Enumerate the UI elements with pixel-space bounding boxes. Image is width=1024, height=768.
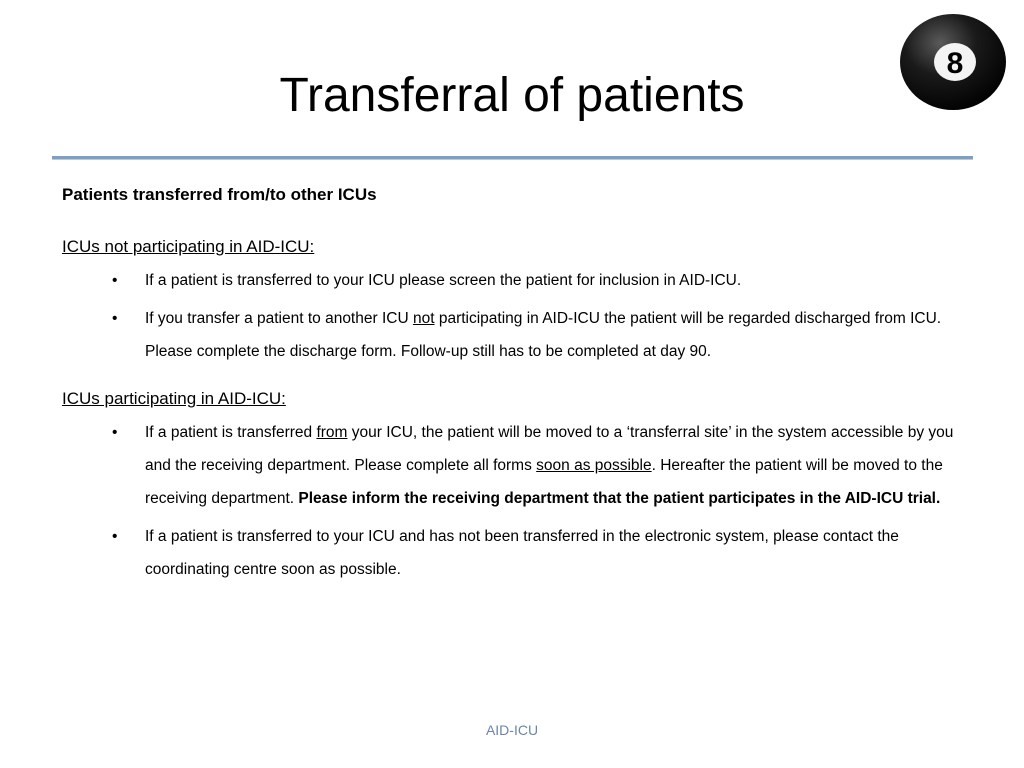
bullet-dot: • xyxy=(112,528,118,545)
bullet-text: If you transfer a patient to another ICU xyxy=(145,310,413,327)
bullet-text: . Hereafter the patient will be moved to the receiving department. xyxy=(145,457,943,507)
eight-ball-icon xyxy=(899,13,1007,111)
bullet-text: If a patient is transferred xyxy=(145,424,317,441)
section-participating xyxy=(62,386,962,586)
eight-ball-number: 8 xyxy=(946,47,964,80)
bullet-text: If a patient is transferred to your ICU and has not been transferred in the electronic system, please contact the coordinating centre soon as possible. xyxy=(145,528,899,578)
bullet-list xyxy=(62,264,962,368)
title-divider xyxy=(52,156,973,160)
bullet-text: If a patient is transferred to your ICU please screen the patient for inclusion in AID-ICU. xyxy=(145,272,742,289)
bullet-emphasis: soon as possible xyxy=(536,457,652,474)
section-heading: ICUs participating in AID-ICU: xyxy=(62,389,286,408)
section-non-participating xyxy=(62,234,962,368)
subheading: Patients transferred from/to other ICUs xyxy=(62,185,377,204)
bullet-bold-text: Please inform the receiving department that the patient participates in the AID-ICU trial. xyxy=(298,490,941,507)
bullet-dot: • xyxy=(112,424,118,441)
slide-footer: AID-ICU xyxy=(485,722,539,738)
slide-title: Transferral of patients xyxy=(279,69,745,122)
slide-body xyxy=(62,182,962,591)
bullet-item xyxy=(62,302,962,368)
bullet-dot: • xyxy=(112,272,118,289)
bullet-emphasis: from xyxy=(316,424,348,441)
bullet-text: your ICU, the patient will be moved to a ‘transferral site’ in the system accessible by you and the receiving department. Please complete all forms xyxy=(145,424,954,474)
bullet-item xyxy=(62,416,962,515)
bullet-dot: • xyxy=(112,310,118,327)
bullet-item xyxy=(62,264,962,297)
section-heading: ICUs not participating in AID-ICU: xyxy=(62,237,315,256)
bullet-text: participating in AID-ICU the patient will be regarded discharged from ICU. Please complete the discharge form. Follow-up still has to be completed at day 90. xyxy=(145,310,942,360)
bullet-item xyxy=(62,520,962,586)
bullet-list xyxy=(62,416,962,586)
bullet-emphasis: not xyxy=(412,310,435,327)
